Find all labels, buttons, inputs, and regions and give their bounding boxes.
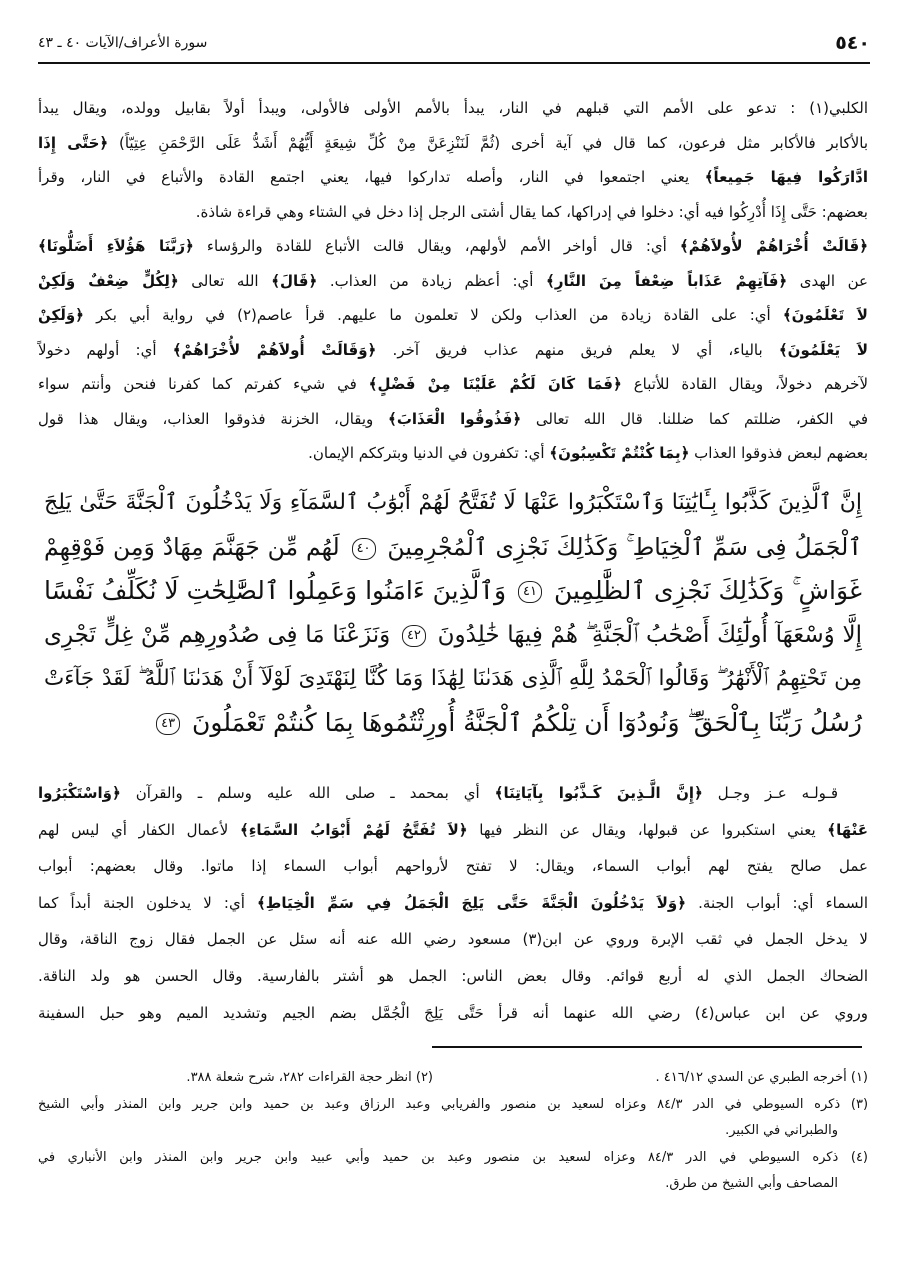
footnote-3-cont: والطبراني في الكبير. [725,1123,838,1138]
page-number: ٥٤٠ [835,32,870,54]
quran-quote: ﴿لِكُلٍّ ضِعْفٌ وَلَكِنْ [38,271,179,290]
text-line: لآخرهم دخولاً، ويقال القادة للأتباع ﴿فَمَا كَانَ لَكُمْ عَلَيْنَا مِنْ فَضْلٍ﴾ في شيء كفرتم كما كفرنا فنحن وأنتم سواء [38,375,869,393]
quran-quote: ﴿قَالَ﴾ [271,271,318,290]
text-line: لا يدخل الجمل في ثقب الإبرة وروي عن ابن(٣) مسعود رضي الله عنه أنه سئل عن الجمل فقال زوج الناقة، وقال [38,930,868,949]
text-line: الكلبي(١) : تدعو على الأمم التي قبلهم في النار، يبدأ بالأمم الأولى فالأولى، ويبدأ أولاً بقابيل وولده، ويقال يبدأ [38,99,868,117]
quran-quote: ﴿رَبَّنَا هَؤُلاَءِ أَضَلُّونَا﴾ [38,237,194,255]
quran-quote: ﴿فَآتِهِمْ عَذَاباً ضِعْفاً مِنَ النَّارِ﴾ [546,271,788,290]
text-line: بعضهم: حَتَّى إِذَا أُدْرِكُوا فيه أي: دخلوا في إدراكها، كما يقال أشتى الرجل إذا دخل في الشتاء وهي قراءة شاذة. [195,202,868,221]
text-line: عن الهدى ﴿فَآتِهِمْ عَذَاباً ضِعْفاً مِنَ النَّارِ﴾ أي: أعظم زيادة من العذاب. ﴿قَالَ﴾ الله تعالى ﴿لِكُلٍّ ضِعْفٌ وَلَكِنْ [38,271,868,290]
quran-quote: ﴿لاَ تُفَتَّحُ لَهُمْ أَبْوَابُ السَّمَاءِ﴾ [239,820,468,839]
header-divider [38,62,870,64]
text-line: لاَ تَعْلَمُونَ﴾ أي: على القادة زيادة من العذاب ولكن لا تعلمون ما عليهم. قرأ عاصم(٢) في رواية أبي بكر ﴿وَلَكِنْ [38,306,868,324]
text-line: قـولـه عـز وجـل ﴿إِنَّ الَّـذِينَ كَـذَّبُوا بِآيَاتِنَا﴾ أي بمحمد ـ صلى الله عليه وسلم ـ والقرآن ﴿وَاسْتَكْبَرُوا [38,784,838,802]
text-line: الضحاك الجمل الذي له أربع قوائم. وقال بعض الناس: الجمل هو أشتر بالفارسية. وقال الحسن هو ولد الناقة. [38,966,868,985]
verse-number-marker: ٤٢ [402,625,426,647]
text-line: في الكفر، ضللتم كما ضللنا. قال الله تعالى ﴿فَذُوقُوا الْعَذَابَ﴾ ويقال، الخزنة فذوقوا العذاب، ويقال هذا قول [38,409,869,428]
text-line: وروي عن ابن عباس(٤) رضي الله عنهما أنه قرأ حَتَّى يَلِجَ الْجُمَّل بضم الجيم وتشديد الميم وهو حبل السفينة [38,1003,868,1022]
text-line: لاَ يَعْلَمُونَ﴾ بالياء، أي لا يعلم فريق منهم عذاب فريق آخر. ﴿وَقَالَتْ أُولاَهُمْ لأُخْرَاهُمْ﴾ أي: أولهم دخولاً [38,340,868,359]
text-line: ادَّارَكُوا فِيهَا جَمِيعاً﴾ يعني اجتمعوا في النار، وأصله تداركوا فيها، يعني اجتمع القادة والأتباع في النار، وقرأ [38,168,869,186]
text-line: ﴿قَالَتْ أُخْرَاهُمْ لأُولاَهُمْ﴾ أي: قال أواخر الأمم لأولهم، ويقال قالت الأتباع للقادة والرؤساء ﴿رَبَّنَا هَؤُلاَءِ أَضَلُّونَا﴾ [38,237,868,255]
quran-quote: ادَّارَكُوا فِيهَا جَمِيعاً﴾ [704,168,869,186]
footnote-row [38,1065,868,1092]
verse-number-marker: ٤١ [518,581,542,603]
quran-quote: ﴿حَتَّى إِذَا [38,133,109,152]
footnote-2: (٢) انظر حجة القراءات ٢٨٢، شرح شعلة ٣٨٨. [186,1070,433,1085]
quran-line: مِن تَحْتِهِمُ ٱلْأَنْهَٰرُ ۖ وَقَالُوا ٱلْحَمْدُ لِلَّهِ ٱلَّذِى هَدَىٰنَا لِهَٰذَا وَمَا كُنَّا لِنَهْتَدِىَ لَوْلَآ أَنْ هَدَىٰنَا ٱللَّهُ ۖ لَقَدْ جَآءَتْ [44,666,862,691]
footnote-3: (٣) ذكره السيوطي في الدر ٨٤/٣ وعزاه لسعيد بن منصور والفريابي وعبد الرزاق وعبد بن حميد وابن جرير وابن المنذر وأبي الشيخ [38,1096,869,1112]
quran-line: إِلَّا وُسْعَهَآ أُولَٰٓئِكَ أَصْحَٰبُ ٱلْجَنَّةِ ۖ هُمْ فِيهَا خَٰلِدُونَ ٤٢ وَنَزَعْنَا مَا فِى صُدُورِهِم مِّنْ غِلٍّ تَجْرِى [44,622,862,648]
quran-verses [44,481,862,745]
quran-quote: ﴿وَاسْتَكْبَرُوا [38,784,121,802]
tafsir-text-top [38,91,868,471]
footnote-4-cont: المصاحف وأبي الشيخ من طرق. [665,1176,838,1191]
text-line: بعضهم لبعض فذوقوا العذاب ﴿بِمَا كُنْتُمْ تَكْسِبُونَ﴾ أي: تكفرون في الدنيا وبترككم الإيمان. [308,444,868,462]
quran-quote: لاَ تَعْلَمُونَ﴾ [782,306,868,324]
verse-number-marker: ٤٠ [352,538,376,560]
tafsir-commentary [38,775,868,1031]
quran-line: إِنَّ ٱلَّذِينَ كَذَّبُوا بِـَٔايَٰتِنَا وَٱسْتَكْبَرُوا عَنْهَا لَا تُفَتَّحُ لَهُمْ أَبْوَٰبُ ٱلسَّمَآءِ وَلَا يَدْخُلُونَ ٱلْجَنَّةَ حَتَّىٰ يَلِجَ [44,490,862,515]
quran-quote: ﴿إِنَّ الَّـذِينَ كَـذَّبُوا بِآيَاتِنَا﴾ [494,784,703,802]
footnote-4: (٤) ذكره السيوطي في الدر ٨٤/٣ وعزاه لسعيد بن منصور وعبد بن حميد وأبي عبيد وابن جرير وابن المنذر وابن الأنباري في [38,1149,868,1165]
footnote-1: (١) أخرجه الطبري عن السدي ٤١٦/١٢ . [655,1070,868,1085]
text-line: عمل صالح يفتح لهم أبواب السماء، ويقال: لا تفتح لأرواحهم أبواب السماء إذا ماتوا. وقال بعضهم: أبواب [38,857,868,876]
text-line: عَنْهَا﴾ يعني استكبروا عن قبولها، ويقال عن النظر فيها ﴿لاَ تُفَتَّحُ لَهُمْ أَبْوَابُ السَّمَاءِ﴾ لأعمال الكفار أي ليس لهم [38,820,868,839]
quran-quote: لاَ يَعْلَمُونَ﴾ [778,340,868,359]
quran-line: ٱلْجَمَلُ فِى سَمِّ ٱلْخِيَاطِ ۚ وَكَذَٰلِكَ نَجْزِى ٱلْمُجْرِمِينَ ٤٠ لَهُم مِّن جَهَنَّمَ مِهَادٌ وَمِن فَوْقِهِمْ [44,533,862,561]
quran-quote: ﴿بِمَا كُنْتُمْ تَكْسِبُونَ﴾ [549,444,690,462]
running-title: سورة الأعراف/الآيات ٤٠ ـ ٤٣ [38,35,208,51]
text-line: السماء أي: أبواب الجنة. ﴿وَلاَ يَدْخُلُونَ الْجَنَّةَ حَتَّى يَلِجَ الْجَمَلُ فِي سَمِّ الْخِيَاطِ﴾ أي: لا يدخلون الجنة أبداً كما [38,893,868,912]
quran-line: غَوَاشٍ ۚ وَكَذَٰلِكَ نَجْزِى ٱلظَّٰلِمِينَ ٤١ وَٱلَّذِينَ ءَامَنُوا وَعَمِلُوا ٱلصَّٰلِحَٰتِ لَا نُكَلِّفُ نَفْسًا [44,576,862,605]
verse-number-marker: ٤٣ [156,713,180,735]
quran-quote: ﴿وَلاَ يَدْخُلُونَ الْجَنَّةَ حَتَّى يَلِجَ الْجَمَلُ فِي سَمِّ الْخِيَاطِ﴾ [257,893,687,912]
footnote-divider [432,1046,862,1048]
quran-line: رُسُلُ رَبِّنَا بِٱلْحَقِّ ۖ وَنُودُوٓا أَن تِلْكُمُ ٱلْجَنَّةُ أُورِثْتُمُوهَا بِمَا كُنتُمْ تَعْمَلُونَ ٤٣ [44,701,862,745]
quran-quote: عَنْهَا﴾ [827,820,868,839]
quran-quote: ﴿وَقَالَتْ أُولاَهُمْ لأُخْرَاهُمْ﴾ [172,340,377,359]
text-line: بالأكابر فالأكابر مثل فرعون، كما قال في آية أخرى (ثُمَّ لَنَنْزِعَنَّ مِنْ كُلِّ شِيعَةٍ أَيُّهُمْ أَشَدُّ عَلَى الرَّحْمَنِ عِتِيّاً) ﴿حَتَّى إِذَا [38,133,868,152]
quran-quote: ﴿فَمَا كَانَ لَكُمْ عَلَيْنَا مِنْ فَضْلٍ﴾ [368,375,622,393]
quran-quote: ﴿قَالَتْ أُخْرَاهُمْ لأُولاَهُمْ﴾ [679,237,868,255]
quran-quote: ﴿وَلَكِنْ [38,306,84,324]
footnotes [38,1065,868,1198]
quran-quote: ﴿فَذُوقُوا الْعَذَابَ﴾ [388,409,522,428]
